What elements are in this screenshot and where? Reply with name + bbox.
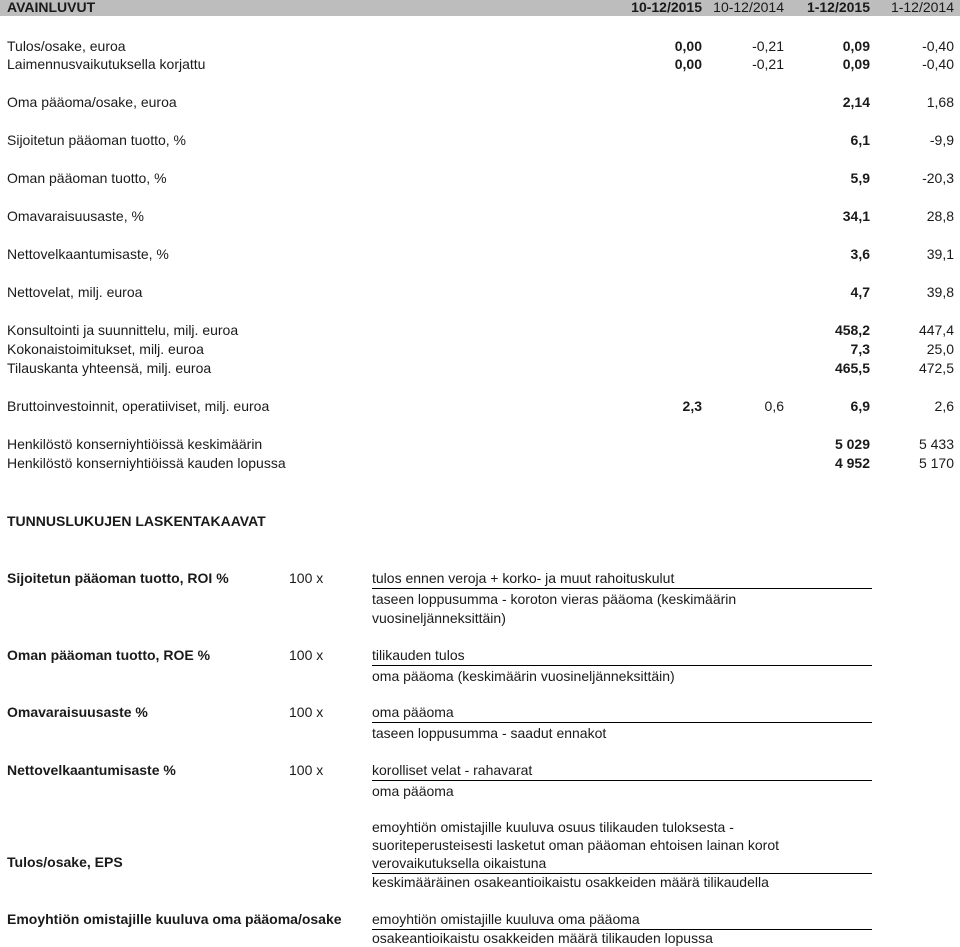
table-row bbox=[0, 93, 960, 111]
formula-name-gearing: Nettovelkaantumisaste % bbox=[7, 762, 176, 778]
value-fy-2014: 28,8 bbox=[926, 208, 954, 224]
value-fy-2015: 7,3 bbox=[850, 341, 870, 357]
value-fy-2015: 0,09 bbox=[842, 38, 870, 54]
formula-numerator: emoyhtiön omistajille kuuluva oma pääoma bbox=[372, 911, 640, 927]
formula-multiplier: 100 x bbox=[289, 570, 324, 586]
fraction-line bbox=[372, 588, 872, 589]
value-fy-2015: 3,6 bbox=[850, 246, 870, 262]
value-fy-2014: 5 433 bbox=[918, 436, 954, 452]
table-row bbox=[0, 397, 960, 415]
row-label: Nettovelat, milj. euroa bbox=[7, 284, 143, 300]
table-row bbox=[0, 169, 960, 187]
table-row bbox=[0, 207, 960, 225]
value-fy-2015: 6,9 bbox=[850, 398, 870, 414]
value-fy-2014: 25,0 bbox=[926, 341, 954, 357]
formulas-title: TUNNUSLUKUJEN LASKENTAKAAVAT bbox=[7, 513, 266, 529]
fraction-line bbox=[372, 780, 872, 781]
value-fy-2015: 5,9 bbox=[850, 170, 870, 186]
formula-denominator: oma pääoma (keskimäärin vuosineljänneksittäin) bbox=[372, 668, 675, 684]
formula-numerator: emoyhtiön omistajille kuuluva osuus tilikauden tuloksesta - bbox=[372, 819, 734, 835]
value-fy-2014: -0,40 bbox=[922, 56, 954, 72]
row-label: Konsultointi ja suunnittelu, milj. euroa bbox=[7, 322, 239, 338]
fraction-line bbox=[372, 665, 872, 666]
value-q4-2015: 2,3 bbox=[682, 398, 702, 414]
value-fy-2015: 0,09 bbox=[842, 56, 870, 72]
value-fy-2014: 2,6 bbox=[934, 398, 954, 414]
row-label: Nettovelkaantumisaste, % bbox=[7, 246, 169, 262]
row-label: Tilauskanta yhteensä, milj. euroa bbox=[7, 360, 212, 376]
row-label: Laimennusvaikutuksella korjattu bbox=[7, 56, 206, 72]
row-label: Tulos/osake, euroa bbox=[7, 38, 126, 54]
table-row bbox=[0, 321, 960, 339]
value-fy-2014: -0,40 bbox=[922, 38, 954, 54]
row-label: Sijoitetun pääoman tuotto, % bbox=[7, 132, 187, 148]
table-row bbox=[0, 37, 960, 55]
fraction-line bbox=[372, 722, 872, 723]
table-row bbox=[0, 131, 960, 149]
key-figures-header bbox=[0, 0, 960, 16]
value-fy-2015: 34,1 bbox=[842, 208, 870, 224]
row-label: Oma pääoma/osake, euroa bbox=[7, 94, 177, 110]
table-row bbox=[0, 359, 960, 377]
formula-name-eps: Tulos/osake, EPS bbox=[7, 854, 123, 870]
formula-denominator: oma pääoma bbox=[372, 783, 454, 799]
formula-name-roe: Oman pääoman tuotto, ROE % bbox=[7, 647, 211, 663]
formula-numerator: korolliset velat - rahavarat bbox=[372, 762, 533, 778]
formula-numerator: verovaikutuksella oikaistuna bbox=[372, 855, 547, 871]
formula-name-equity-per-share: Emoyhtiön omistajille kuuluva oma pääoma/osake bbox=[7, 911, 342, 927]
formula-denominator: taseen loppusumma - saadut ennakot bbox=[372, 725, 607, 741]
value-fy-2015: 465,5 bbox=[834, 360, 870, 376]
formula-numerator: tilikauden tulos bbox=[372, 647, 465, 663]
value-q4-2015: 0,00 bbox=[674, 38, 702, 54]
formula-name-equity-ratio: Omavaraisuusaste % bbox=[7, 704, 148, 720]
formula-multiplier: 100 x bbox=[289, 704, 324, 720]
table-row bbox=[0, 245, 960, 263]
formula-denominator: vuosineljänneksittäin) bbox=[372, 610, 506, 626]
value-fy-2014: 472,5 bbox=[918, 360, 954, 376]
value-q4-2014: -0,21 bbox=[752, 56, 784, 72]
value-q4-2014: 0,6 bbox=[764, 398, 784, 414]
value-q4-2014: -0,21 bbox=[752, 38, 784, 54]
value-fy-2015: 5 029 bbox=[834, 436, 870, 452]
value-fy-2014: 39,8 bbox=[926, 284, 954, 300]
value-fy-2014: 447,4 bbox=[918, 322, 954, 338]
table-row bbox=[0, 55, 960, 73]
section-title: AVAINLUVUT bbox=[7, 0, 96, 15]
column-header-fy-2014: 1-12/2014 bbox=[890, 0, 954, 15]
value-fy-2015: 2,14 bbox=[842, 94, 870, 110]
table-row bbox=[0, 283, 960, 301]
table-row bbox=[0, 454, 960, 472]
value-fy-2015: 458,2 bbox=[834, 322, 870, 338]
value-fy-2014: -9,9 bbox=[929, 132, 954, 148]
column-header-q4-2015: 10-12/2015 bbox=[631, 0, 702, 15]
formula-numerator: oma pääoma bbox=[372, 704, 454, 720]
column-header-q4-2014: 10-12/2014 bbox=[713, 0, 784, 15]
row-label: Henkilöstö konserniyhtiöissä keskimäärin bbox=[7, 436, 263, 452]
formula-numerator: tulos ennen veroja + korko- ja muut rahoituskulut bbox=[372, 570, 675, 586]
value-q4-2015: 0,00 bbox=[674, 56, 702, 72]
table-row bbox=[0, 435, 960, 453]
value-fy-2014: 5 170 bbox=[918, 455, 954, 471]
column-header-fy-2015: 1-12/2015 bbox=[806, 0, 870, 15]
formula-multiplier: 100 x bbox=[289, 647, 324, 663]
row-label: Henkilöstö konserniyhtiöissä kauden lopussa bbox=[7, 455, 286, 471]
formula-denominator: taseen loppusumma - koroton vieras pääoma (keskimäärin bbox=[372, 591, 737, 607]
formula-denominator: keskimääräinen osakeantioikaistu osakkeiden määrä tilikaudella bbox=[372, 874, 769, 890]
formula-multiplier: 100 x bbox=[289, 762, 324, 778]
table-row bbox=[0, 340, 960, 358]
value-fy-2015: 4 952 bbox=[834, 455, 870, 471]
value-fy-2014: 1,68 bbox=[926, 94, 954, 110]
row-label: Kokonaistoimitukset, milj. euroa bbox=[7, 341, 204, 357]
row-label: Bruttoinvestoinnit, operatiiviset, milj. euroa bbox=[7, 398, 270, 414]
row-label: Oman pääoman tuotto, % bbox=[7, 170, 167, 186]
formula-denominator: osakeantioikaistu osakkeiden määrä tilikauden lopussa bbox=[372, 930, 713, 946]
value-fy-2014: 39,1 bbox=[926, 246, 954, 262]
value-fy-2015: 6,1 bbox=[850, 132, 870, 148]
formula-name-roi: Sijoitetun pääoman tuotto, ROI % bbox=[7, 570, 229, 586]
formula-numerator: suoriteperusteisesti lasketut oman pääoman ehtoisen lainan korot bbox=[372, 837, 780, 853]
value-fy-2014: -20,3 bbox=[922, 170, 954, 186]
value-fy-2015: 4,7 bbox=[850, 284, 870, 300]
row-label: Omavaraisuusaste, % bbox=[7, 208, 144, 224]
